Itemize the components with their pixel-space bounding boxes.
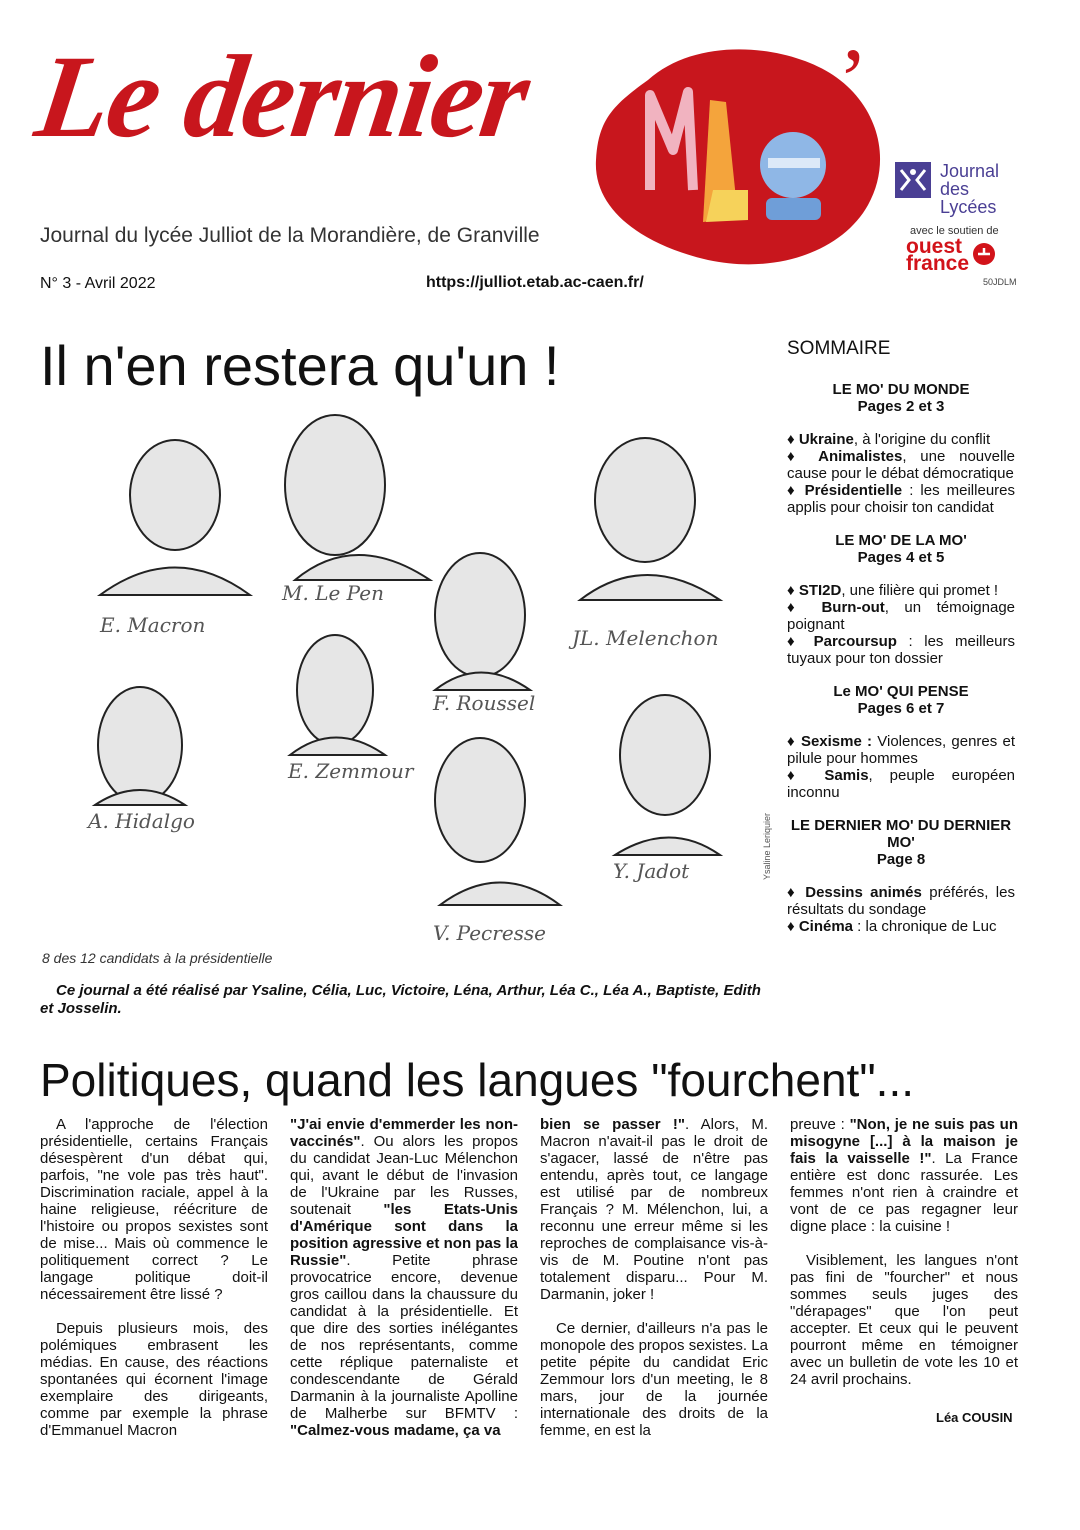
portrait-jadot <box>615 695 720 855</box>
label-pecresse: V. Pecresse <box>433 921 547 945</box>
label-melenchon: JL. Melenchon <box>572 626 719 650</box>
toc-section <box>787 381 1015 415</box>
toc-item: ♦ Parcoursup : les meilleurs tuyaux pour ton dossier <box>787 633 1015 667</box>
table-of-contents <box>787 340 1015 935</box>
toc-item: ♦ Dessins animés préférés, les résultats du sondage <box>787 884 1015 918</box>
toc-item: ♦ Samis, peuple européen inconnu <box>787 767 1015 801</box>
toc-heading: LE MO' DE LA MO' <box>835 532 967 549</box>
toc-pages: Pages 4 et 5 <box>857 549 945 566</box>
paragraph: Ce dernier, d'ailleurs n'a pas le monopole des propos sexistes. La petite pépite du candidat Eric Zemmour lors d'un meeting, le 8 mars, jour de la journée internationale des droits de la femme, en est la <box>540 1320 768 1439</box>
paragraph: A l'approche de l'élection présidentielle, certains Français désespèrent d'un débat qui, parfois, "ne vole pas très haut". Discrimination raciale, appel à la haine religieuse, réécriture de l'histoire ou propos sexistes sont de mise... Mais où commence le politiquement correct ? Le langage politique doit-il nécessairement être lissé ? <box>40 1116 268 1303</box>
toc-item: ♦ Cinéma : la chronique de Luc <box>787 918 997 935</box>
toc-item: ♦ Présidentielle : les meilleures applis pour choisir ton candidat <box>787 482 1015 516</box>
label-lepen: M. Le Pen <box>282 581 384 605</box>
toc-pages: Pages 6 et 7 <box>857 700 945 717</box>
article-headline: Politiques, quand les langues "fourchent"... <box>40 1054 914 1106</box>
paragraph: Visiblement, les langues n'ont pas fini de "fourcher" et nous sommes seuls juges des "dérapages" que l'on peut accepter. Et ceux qui le peuvent pourront même en témoigner avec un bulletin de vote les 10 et 24 avril prochains. <box>790 1252 1018 1388</box>
toc-section <box>787 532 1015 566</box>
toc-heading: Le MO' QUI PENSE <box>833 683 969 700</box>
logo-apostrophe: ’ <box>838 31 868 130</box>
toc-item: ♦ Burn-out, un témoignage poignant <box>787 599 1015 633</box>
illustration-caption: 8 des 12 candidats à la présidentielle <box>42 950 273 966</box>
journal-des-lycees-icon <box>895 162 935 198</box>
toc-section <box>787 817 1015 868</box>
paragraph: preuve : "Non, je ne suis pas un misogyne [...] à la maison je fais la vaisselle !". La France entière est donc rassurée. Les femmes n'ont rien à craindre et vont de ce pas regagner leur digne place : la cuisine ! <box>790 1116 1018 1235</box>
team-credit: Ce journal a été réalisé par Ysaline, Célia, Luc, Victoire, Léna, Arthur, Léa C., Léa A., Baptiste, Edith et Josselin. <box>40 982 761 1017</box>
toc-pages: Pages 2 et 3 <box>857 398 945 415</box>
portrait-hidalgo <box>95 687 185 805</box>
masthead-title: Le dernier <box>28 31 536 162</box>
toc-item: ♦ Sexisme : Violences, genres et pilule pour hommes <box>787 733 1015 767</box>
label-macron: E. Macron <box>100 613 206 637</box>
paragraph: Depuis plusieurs mois, des polémiques embrasent les médias. En cause, des réactions spontanées qui écornent l'image exemplaire des dirigeants, comme par exemple la phrase d'Emmanuel Macron <box>40 1320 268 1439</box>
toc-heading: LE DERNIER MO' DU DERNIER MO' <box>790 817 1012 851</box>
label-roussel: F. Roussel <box>433 691 536 715</box>
paragraph: "J'ai envie d'emmerder les non-vaccinés". Ou alors les propos du candidat Jean-Luc Mélenchon qui, avant le début de l'invasion de l'Ukraine par les Russes, soutenait "les Etats-Unis d'Amérique sont dans la position agressive et non pas la Russie". Petite phrase provocatrice encore, devenue gros caillou dans la chaussure du candidat à la présidentielle. Et que dire des sorties inélégantes de nos représentants, comme cette réplique paternaliste et condescendante de Gérald Darmanin à la journaliste Apolline de Malherbe sur BFMTV : "Calmez-vous madame, ça va <box>290 1116 518 1439</box>
portrait-roussel <box>435 553 530 690</box>
partner-logo-text: Journal des Lycées <box>940 161 1000 217</box>
toc-item: ♦ Animalistes, une nouvelle cause pour le débat démocratique <box>787 448 1015 482</box>
article-column-4 <box>790 1116 1018 1406</box>
portrait-melenchon <box>580 438 720 600</box>
edition-code: 50JDLM <box>983 277 1017 287</box>
mo-logo-text: Mo' <box>738 52 740 53</box>
portrait-zemmour <box>290 635 385 755</box>
sponsor-logo: ouest france <box>906 235 970 275</box>
ouest-france-icon <box>972 242 996 266</box>
toc-section <box>787 683 1015 717</box>
portrait-pecresse <box>435 738 560 905</box>
support-text: avec le soutien de <box>910 225 999 237</box>
article-column-2 <box>290 1116 518 1446</box>
toc-item: ♦ STI2D, une filière qui promet ! <box>787 582 999 599</box>
portrait-lepen <box>285 415 430 580</box>
website-link[interactable]: https://julliot.etab.ac-caen.fr/ <box>426 274 644 291</box>
label-jadot: Y. Jadot <box>613 859 690 883</box>
paragraph: bien se passer !". Alors, M. Macron n'avait-il pas le droit de s'agacer, lassé de n'être pas entendu, après tout, ce langage est utilisé par de nombreux Français ? M. Mélenchon, lui, a reconnu une erreur même si les reproches de complaisance vis-à-vis de M. Poutine n'ont pas totalement disparu... Pour M. Darmanin, joker ! <box>540 1116 768 1303</box>
label-hidalgo: A. Hidalgo <box>88 809 195 833</box>
article-column-3 <box>540 1116 768 1446</box>
label-zemmour: E. Zemmour <box>288 759 414 783</box>
toc-heading: LE MO' DU MONDE <box>832 381 970 398</box>
artist-credit: Ysaline Leriquier <box>762 812 772 880</box>
article-author: Léa COUSIN <box>936 1410 1013 1425</box>
toc-item: ♦ Ukraine, à l'origine du conflit <box>787 431 991 448</box>
masthead-subtitle: Journal du lycée Julliot de la Morandière, de Granville <box>40 224 540 247</box>
issue-number: N° 3 - Avril 2022 <box>40 275 156 292</box>
article-column-1 <box>40 1116 268 1446</box>
lead-headline: Il n'en restera qu'un ! <box>40 334 560 397</box>
sommaire-title: SOMMAIRE <box>787 338 891 359</box>
portrait-macron <box>100 440 250 595</box>
candidates-illustration <box>40 400 770 948</box>
toc-pages: Page 8 <box>876 851 926 868</box>
